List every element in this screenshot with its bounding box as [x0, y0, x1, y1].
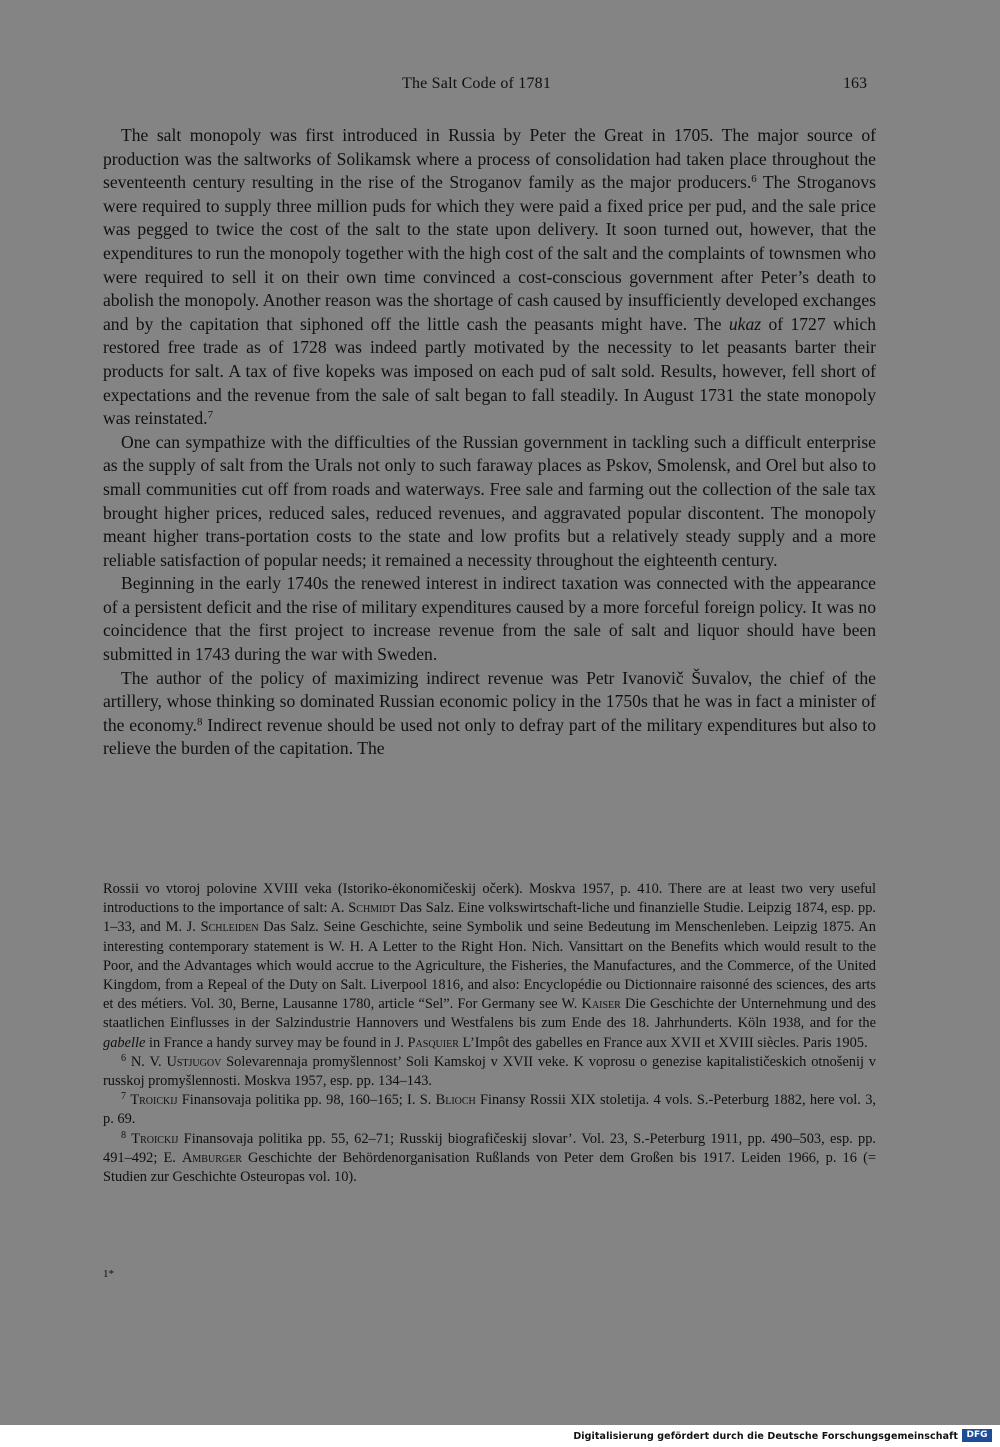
gabelle-term: gabelle [103, 1034, 146, 1051]
footnote-6-text-b: Solevarennaja promyšlennost’ Soli Kamskoj v XVII veke. K voprosu o genezise kapitalističeskich otnošenij v russkoj promyšlennosti. Moskva 1957, esp. pp. 134–143. [103, 1053, 876, 1090]
author-amburger: Amburger [182, 1149, 242, 1166]
ukaz-term: ukaz [728, 313, 762, 334]
footnote-continued-text-d: Die Geschichte der Unternehmung und des staatlichen Einflusses in der Salzindustrie Hannovers und Westfalens bis zum Ende des 18. Jahrhunderts. Köln 1938, and for the [103, 996, 876, 1032]
footnote-ref-8: 8 [197, 715, 203, 728]
signature-mark: 1* [103, 1268, 114, 1280]
paragraph-3: Beginning in the early 1740s the renewed interest in indirect taxation was connected with the appearance of a persistent deficit and the rise of military expenditures caused by a more forceful foreign policy. It was no coincidence that the first project to increase revenue from the sale of salt and liquor should have been submitted in 1743 during the war with Sweden. [103, 573, 876, 665]
author-troickij: Troickij [130, 1092, 178, 1109]
author-ustjugov: Ustjugov [166, 1053, 222, 1070]
footnote-continued-text-c: Das Salz. Seine Geschichte, seine Symbolik und seine Bedeutung im Menschenleben. Leipzig 1875. An interesting contemporary statement is W. H. A Letter to the Right Hon. Nich. Vansittart on the Benefits which would result to the Poor, and the Advantages which would accrue to the Agriculture, the Fisheries, the Manufactures, and the Commerce, of the United Kingdom, from a Repeal of the Duty on Salt. Liverpool 1816, and also: Encyclopédie ou Dictionnaire raisonné des sciences, des arts et des métiers. Vol. 30, Berne, Lausanne 1780, article “Sel”. For Germany see W. [103, 919, 876, 1013]
paragraph-4 [103, 667, 876, 761]
footnote-7-text-b: Finansy Rossii XIX stoletija. 4 vols. S.-Peterburg 1882, here vol. 3, p. 69. [103, 1092, 876, 1128]
footnote-continued-text-b: Das Salz. Eine volkswirtschaft-liche und finanzielle Studie. Leipzig 1874, esp. pp. 1–33, and M. J. [103, 900, 876, 936]
footnote-8-text-b: Geschichte der Behördenorganisation Rußlands von Peter dem Großen bis 1917. Leiden 1966, p. 16 (= Studien zur Geschichte Osteuropas vol. 10). [103, 1149, 876, 1186]
author-troickij: Troickij [131, 1130, 179, 1147]
paragraph-1-text-b: The Stroganovs were required to supply three million puds for which they were paid a fixed price per pud, and the sale price was pegged to twice the cost of the salt to the state upon delivery. It soon turned out, however, that the expenditures to run the monopoly together with the high cost of the salt and the complaints of townsmen who were required to sell it on their own time convinced a cost-conscious government after Peter’s death to abolish the monopoly. Another reason was the shortage of cash caused by insufficiently developed exchanges and by the capitation that siphoned off the little cash the peasants might have. The [103, 172, 876, 334]
paragraph-4-text-b: Indirect revenue should be used not only to defray part of the military expenditures but also to relieve the burden of the capitation. The [103, 714, 876, 759]
footnote-7-number: 7 [121, 1091, 127, 1103]
footnote-8-number: 8 [121, 1129, 127, 1141]
author-pasquier: Pasquier [407, 1034, 459, 1051]
paragraph-1 [103, 124, 876, 431]
footnote-8-text-a: Finansovaja politika pp. 55, 62–71; Russkij biografičeskij slovar’. Vol. 23, S.-Peterburg 1911, pp. 490–503, esp. pp. 491–492; E. [103, 1130, 876, 1166]
footnote-6-number: 6 [121, 1052, 127, 1064]
footnote-8 [103, 1130, 876, 1188]
funding-notice: Digitalisierung gefördert durch die Deutsche Forschungsgemeinschaft [573, 1431, 958, 1442]
footnote-6 [103, 1053, 876, 1091]
footnote-6-text-a: N. V. [126, 1053, 167, 1070]
footnote-continued-text-a: Rossii vo vtoroj polovine XVIII veka (Istoriko-ėkonomičeskij očerk). Moskva 1957, p. 410. There are at least two very useful introductions to the importance of salt: A. [103, 881, 876, 917]
footnotes [103, 880, 876, 1187]
author-blioch: Bliocн [435, 1092, 476, 1109]
paragraph-4-text-a: The author of the policy of maximizing indirect revenue was Petr Ivanovič Šuvalov, the chief of the artillery, whose thinking so dominated Russian economic policy in the 1750s that he was in fact a minister of the economy. [103, 667, 876, 735]
dfg-footer-bar [0, 1425, 1000, 1447]
footnote-continued [103, 880, 876, 1053]
footnote-continued-text-f: L’Impôt des gabelles en France aux XVII et XVIII siècles. Paris 1905. [458, 1034, 868, 1051]
author-schleiden: Schleiden [200, 919, 259, 936]
footnote-ref-7: 7 [207, 409, 214, 422]
body-text [103, 124, 876, 761]
footnote-7 [103, 1091, 876, 1129]
dfg-logo-icon: DFG [962, 1429, 992, 1442]
paragraph-2: One can sympathize with the difficulties of the Russian government in tackling such a difficult enterprise as the supply of salt from the Urals not only to such faraway places as Pskov, Smolensk, and Orel but also to small communities cut off from roads and waterways. Free sale and farming out the collection of the sale tax brought higher prices, reduced sales, reduced revenues, and aggravated popular discontent. The monopoly meant higher trans-portation costs to the state and low profits but a relatively steady supply and a more reliable satisfaction of popular needs; it remained a necessity throughout the eighteenth century. [103, 431, 876, 570]
paragraph-1-text-c: of 1727 which restored free trade as of 1728 was indeed partly motivated by the necessity to let peasants barter their products for salt. A tax of five kopeks was imposed on each pud of salt sold. Results, however, fell short of expectations and the revenue from the sale of salt began to fall steadily. In August 1731 the state monopoly was reinstated. [103, 313, 876, 429]
footnote-ref-6: 6 [751, 173, 757, 186]
page-number: 163 [843, 75, 867, 92]
running-title: The Salt Code of 1781 [402, 75, 552, 92]
footnote-7-text-a: Finansovaja politika pp. 98, 160–165; I. S. [177, 1092, 436, 1109]
footnote-continued-text-e: in France a handy survey may be found in J. [145, 1034, 408, 1051]
author-schmidt: Schmidt [348, 900, 396, 917]
author-kaiser: Kaiser [581, 996, 621, 1013]
running-head [0, 75, 1000, 101]
paragraph-1-text-a: The salt monopoly was first introduced in Russia by Peter the Great in 1705. The major source of production was the saltworks of Solikamsk where a process of consolidation had taken place throughout the seventeenth century resulting in the rise of the Stroganov family as the major producers. [103, 125, 876, 193]
